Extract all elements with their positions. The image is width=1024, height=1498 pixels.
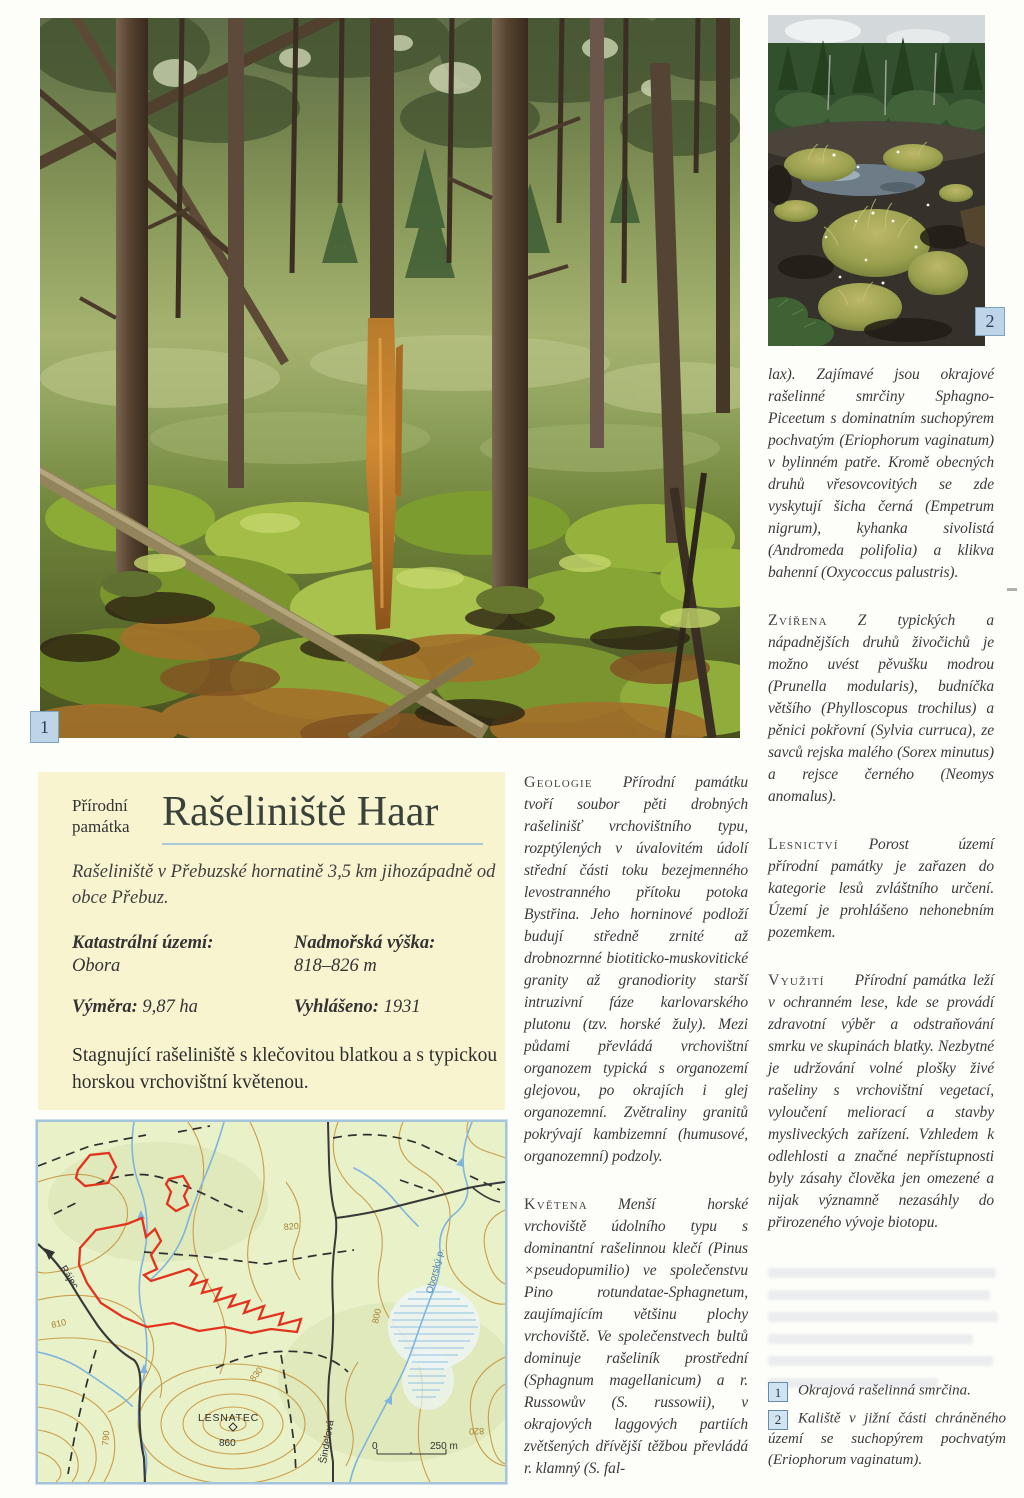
- category-line-2: památka: [72, 816, 130, 836]
- right-column: [768, 364, 994, 1260]
- field-label: Vyhlášeno:: [294, 997, 379, 1017]
- forestry-section: [768, 834, 994, 944]
- field-cadastre: [72, 933, 294, 977]
- page-edge-mark: [1007, 588, 1017, 591]
- topo-map: [36, 1120, 507, 1484]
- photo-captions: [768, 1380, 1006, 1477]
- field-label: Výměra:: [72, 997, 138, 1017]
- summary-sentence: Stagnující rašeliniště s klečovitou blatkou a s typickou horskou vrchovištní květenou.: [72, 1045, 498, 1093]
- title-box: [38, 772, 505, 1110]
- use-section: [768, 970, 994, 1234]
- svg-text:800: 800: [370, 1307, 384, 1325]
- caption-2: [768, 1408, 1006, 1472]
- direction-label: Rájec: [57, 1263, 81, 1292]
- geology-section: [524, 772, 748, 1168]
- middle-column: [524, 772, 748, 1498]
- info-grid: [72, 933, 483, 1018]
- field-value: 9,87 ha: [142, 997, 198, 1017]
- fauna-section: [768, 610, 994, 808]
- svg-text:LESNATEC: LESNATEC: [198, 1412, 260, 1424]
- location-description: Rašeliniště v Přebuzské hornatině 3,5 km jihozápadně od obce Přebuz.: [72, 862, 496, 908]
- use-text: Přírodní památka leží v ochranném lese, kde se provádí zdravotní výběr a odstraňování smrku ve skupinách blatky. Nezbytné je udržování volné plošky živé rašeliny s vrchovištní vegetací, vyloučení meliorací a stavby mysliveckých zařízení. Vzhledem k odlehlosti a značné nepřístupnosti byly zásahy člověka jen omezené a nijak významně nezasáhly do přirozeného vývoje biotopu.: [768, 972, 994, 1231]
- flora-continued: [768, 364, 994, 584]
- field-label: Nadmořská výška:: [294, 933, 436, 953]
- photo-number-badge-2: 2: [975, 307, 1005, 336]
- forest-photo-art: [40, 18, 740, 738]
- caption-1: [768, 1380, 1006, 1402]
- svg-text:0: 0: [372, 1441, 378, 1452]
- bog-photo: [768, 15, 985, 346]
- field-value: 818–826 m: [294, 956, 377, 976]
- flora-text: Menší horské vrchoviště údolního typu s dominantní rašelinnou klečí (Pinus ×pseudopumilio) ve společenstvu Pino rotundatae-Sphagnetum, zaujímajícím většinu plochy vrchoviště. Ve společenstvech bultů dominuje rašeliník prostřední (Sphagnum magellanicum) a r. Russowův (S. russowii), v okrajových laggových partiích zvětšených dřívější těžbou převládá r. klamný (S. fal-: [524, 1196, 748, 1477]
- fauna-heading: Zvířena: [768, 612, 828, 629]
- fauna-text: Z typických a nápadnějších druhů živočichů je možno uvést pěvušku modrou (Prunella modularis), budníčka většího (Phylloscopus trochilus) a pěnici pokřovní (Sylvia curruca), ze savců rejska malého (Sorex minutus) a rejsce černého (Neomys anomalus).: [768, 612, 994, 805]
- field-value: 1931: [383, 997, 421, 1017]
- svg-text:790: 790: [100, 1430, 112, 1447]
- forestry-heading: Lesnictví: [768, 836, 839, 853]
- bog-photo-art: [768, 15, 985, 346]
- photo-number-badge-1: 1: [30, 711, 59, 743]
- caption-text-1: Okrajová rašelinná smrčina.: [798, 1382, 971, 1399]
- svg-text:820: 820: [468, 1426, 485, 1437]
- page-title: Rašeliniště Haar: [162, 789, 439, 835]
- field-altitude: [294, 933, 483, 977]
- field-value: Obora: [72, 956, 121, 976]
- forestry-text: Porost území přírodní památky je zařazen do kategorie lesů zvláštního určení. Území je prohlášeno nehonebním pozemkem.: [768, 836, 994, 941]
- svg-text:820: 820: [283, 1220, 300, 1232]
- use-heading: Využití: [768, 972, 825, 989]
- title-underline: [162, 788, 483, 845]
- flora-section: [524, 1194, 748, 1480]
- caption-text-2: Kaliště v jižní části chráněného území se suchopýrem pochvatým (Eriophorum vaginatum).: [768, 1410, 1006, 1468]
- flora-continued-text: lax). Zajímavé jsou okrajové rašelinné smrčiny Sphagno-Piceetum s dominatním suchopýrem pochvatým (Eriophorum vaginatum) v bylinném patře. Kromě obecných druhů vřesovcovitých se zde vyskytují šicha černá (Empetrum nigrum), kyhanka sivolistá (Andromeda polifolia) a klikva bahenní (Oxycoccus palustris).: [768, 366, 994, 581]
- forest-photo: [40, 18, 740, 738]
- caption-number-1: 1: [768, 1382, 788, 1402]
- svg-text:860: 860: [219, 1438, 236, 1449]
- flora-heading: Květena: [524, 1196, 588, 1213]
- svg-text:830: 830: [247, 1365, 265, 1384]
- caption-number-2: 2: [768, 1410, 788, 1430]
- category-line-1: Přírodní: [72, 796, 128, 816]
- road-name-label: Šindelová: [318, 1419, 337, 1465]
- category-label: [62, 796, 160, 836]
- field-label: Katastrální území:: [72, 933, 214, 953]
- svg-text:250 m: 250 m: [430, 1441, 458, 1452]
- field-declared: [294, 997, 483, 1018]
- stream-name-label: Oborský p.: [424, 1247, 447, 1295]
- geology-heading: Geologie: [524, 774, 593, 791]
- field-area: [72, 997, 294, 1018]
- svg-text:810: 810: [50, 1317, 68, 1330]
- geology-text: Přírodní památku tvoří soubor pěti drobných rašelinišť vrchovištního typu, rozptýlených v úvalovitém údolí střední části toku bezejmenného levostranného přítoku potoka Bystřina. Jeho horninové podloží budují středně zrnité až drobnozrnné biotiticko-muskovitické granity až granodiority starší intruzivní fáze karlovarského plutonu (tzv. horské žuly). Mezi půdami převládá vrchovištní organozem typická s organozemí glejovou, po okrajích i glej organozemní. Zvětraliny granitů pokrývají kambizemní (humusové, organozemní) podzoly.: [524, 774, 748, 1165]
